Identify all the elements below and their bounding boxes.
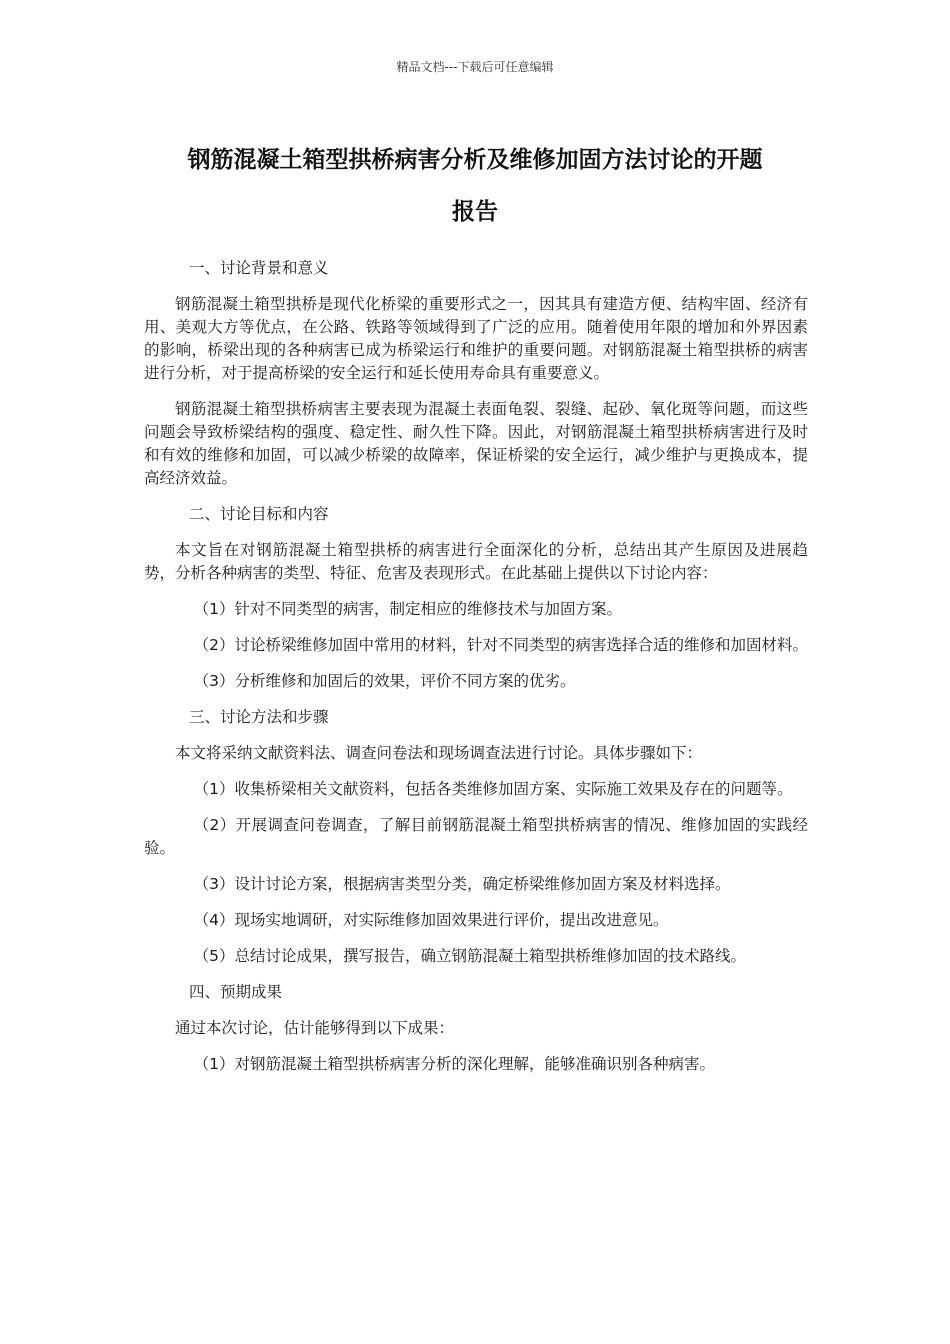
document-body [144, 257, 808, 1089]
body-paragraph: 本文将采纳文献资料法、调查问卷法和现场调查法进行讨论。具体步骤如下： [175, 744, 703, 762]
list-item: （2）讨论桥梁维修加固中常用的材料，针对不同类型的病害选择合适的维修和加固材料。 [193, 636, 808, 654]
document-title-line-1: 钢筋混凝土箱型拱桥病害分析及维修加固方法讨论的开题 [187, 147, 763, 173]
list-item: （2）开展调查问卷调查，了解目前钢筋混凝土箱型拱桥病害的情况、维修加固的实践经验。 [144, 816, 808, 857]
body-paragraph: 钢筋混凝土箱型拱桥病害主要表现为混凝土表面龟裂、裂缝、起砂、氧化斑等问题，而这些问题会导致桥梁结构的强度、稳定性、耐久性下降。因此，对钢筋混凝土箱型拱桥病害进行及时和有效的维修和加固，可以减少桥梁的故障率，保证桥梁的安全运行，减少维护与更换成本，提高经济效益。 [144, 400, 808, 487]
list-item: （3）分析维修和加固后的效果，评价不同方案的优劣。 [193, 672, 576, 690]
list-item: （3）设计讨论方案，根据病害类型分类，确定桥梁维修加固方案及材料选择。 [193, 875, 731, 893]
list-item: （1）收集桥梁相关文献资料，包括各类维修加固方案、实际施工效果及存在的问题等。 [193, 780, 793, 798]
body-paragraph: 钢筋混凝土箱型拱桥是现代化桥梁的重要形式之一，因其具有建造方便、结构牢固、经济有用、美观大方等优点，在公路、铁路等领域得到了广泛的应用。随着使用年限的增加和外界因素的影响，桥梁出现的各种病害已成为桥梁运行和维护的重要问题。对钢筋混凝土箱型拱桥的病害进行分析，对于提高桥梁的安全运行和延长使用寿命具有重要意义。 [144, 295, 808, 382]
document-title-line-2: 报告 [452, 199, 498, 225]
list-item: （1）对钢筋混凝土箱型拱桥病害分析的深化理解，能够准确识别各种病害。 [193, 1055, 715, 1073]
document-title [150, 134, 800, 238]
list-item: （1）针对不同类型的病害，制定相应的维修技术与加固方案。 [193, 600, 622, 618]
section-heading-goals: 二、讨论目标和内容 [188, 505, 329, 523]
section-heading-results: 四、预期成果 [188, 983, 282, 1001]
section-heading-methods: 三、讨论方法和步骤 [188, 708, 329, 726]
list-item: （5）总结讨论成果，撰写报告，确立钢筋混凝土箱型拱桥维修加固的技术路线。 [193, 947, 746, 965]
body-paragraph: 本文旨在对钢筋混凝土箱型拱桥的病害进行全面深化的分析，总结出其产生原因及进展趋势，分析各种病害的类型、特征、危害及表现形式。在此基础上提供以下讨论内容： [144, 541, 808, 582]
header-note: 精品文档---下载后可任意编辑 [396, 60, 554, 74]
section-heading-background: 一、讨论背景和意义 [188, 259, 329, 277]
body-paragraph: 通过本次讨论，估计能够得到以下成果： [175, 1019, 455, 1037]
list-item: （4）现场实地调研，对实际维修加固效果进行评价，提出改进意见。 [193, 911, 669, 929]
